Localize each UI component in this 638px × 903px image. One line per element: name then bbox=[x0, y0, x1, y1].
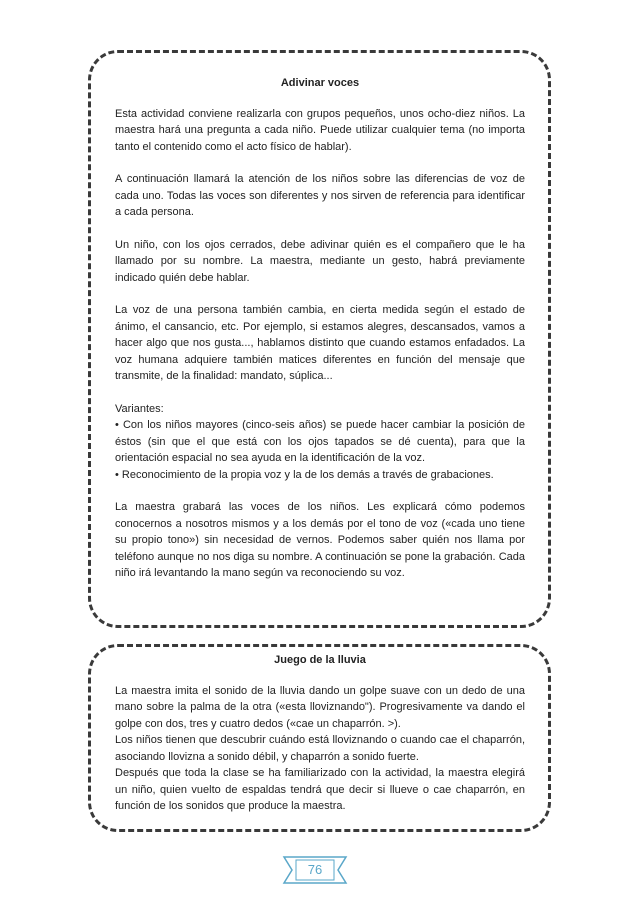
variants-label: Variantes: bbox=[115, 402, 164, 415]
paragraph: A continuación llamará la atención de los niños sobre las diferencias de voz de cada uno. Todas las voces son diferentes y nos sirven de referencia para identificar a cada persona. bbox=[115, 173, 525, 218]
paragraph: Un niño, con los ojos cerrados, debe adivinar quién es el compañero que le ha llamado por su nombre. La maestra, mediante un gesto, habrá previamente indicado quién debe hablar. bbox=[115, 238, 525, 284]
paragraph: La voz de una persona también cambia, en cierta medida según el estado de ánimo, el cansancio, etc. Por ejemplo, si estamos alegres, descansados, vamos a hacer algo que nos gusta..., hablamos distinto que cuando estamos enfadados. La voz humana adquiere también matices diferentes en función del mensaje que transmite, de la finalidad: mandato, súplica... bbox=[115, 304, 525, 382]
section-title: Juego de la lluvia bbox=[274, 654, 366, 666]
paragraph: Después que toda la clase se ha familiarizado con la actividad, la maestra elegirá un niño, quien vuelto de espaldas tendrá que decir si llueve o cae chaparrón, en función de los sonidos que produce la maestra. bbox=[115, 767, 525, 812]
paragraph: La maestra imita el sonido de la lluvia dando un golpe suave con un dedo de una mano sobre la palma de la otra («esta lloviznando"). Progresivamente va dando el golpe con dos, tres y cuatro dedos («cae un chaparrón. >). bbox=[115, 684, 525, 730]
activity-content-adivinar-voces bbox=[115, 75, 525, 582]
paragraph: Esta actividad conviene realizarla con grupos pequeños, unos ocho-diez niños. La maestra hará una pregunta a cada niño. Puede utilizar cualquier tema (no importa tanto el contenido como el acto físico de hablar). bbox=[115, 107, 525, 153]
variant-item: • Con los niños mayores (cinco-seis años) se puede hacer cambiar la posición de éstos (sin que el que está con los ojos tapados se dé cuenta), para que la orientación espacial no sea ayuda en la identificación de la voz. bbox=[115, 419, 525, 464]
paragraph: La maestra grabará las voces de los niños. Les explicará cómo podemos conocernos a nosotros mismos y a los demás por el tono de voz («cada uno tiene su propio tono») sin necesidad de vernos. Podemos saber quién nos llama por teléfono aunque no nos diga su nombre. A continuación se pone la grabación. Cada niño irá levantando la mano según va reconociendo su voz. bbox=[115, 501, 525, 579]
section-title: Adivinar voces bbox=[280, 77, 360, 89]
variant-item: • Reconocimiento de la propia voz y la de los demás a través de grabaciones. bbox=[115, 468, 494, 481]
paragraph: Los niños tienen que descubrir cuándo está lloviznando o cuando cae el chaparrón, asociando llovizna a sonido débil, y chaparrón a sonido fuerte. bbox=[115, 734, 525, 763]
page-number: 76 bbox=[307, 862, 323, 877]
activity-content-juego-lluvia bbox=[115, 652, 525, 815]
